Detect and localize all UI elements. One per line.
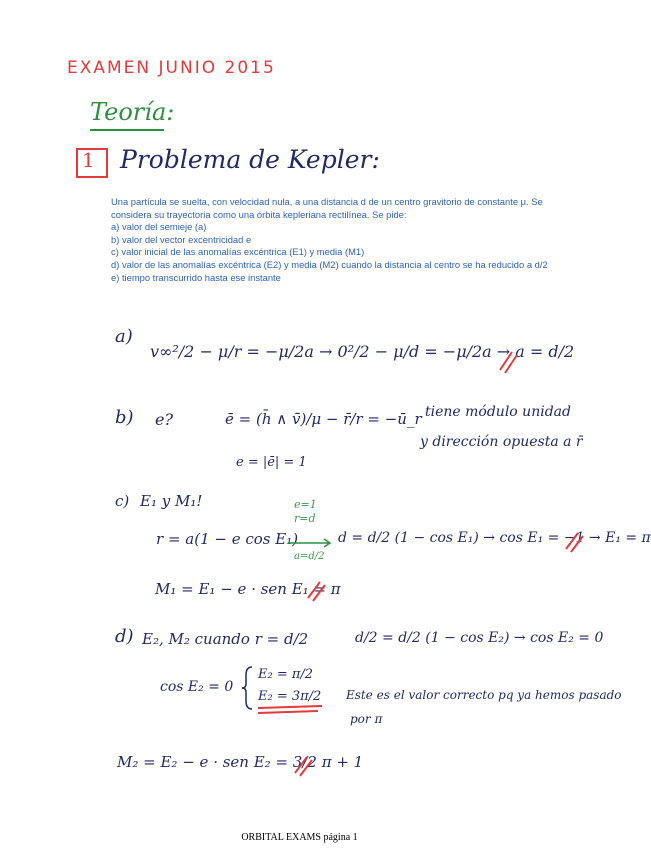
part-d-question: E₂, M₂ cuando r = d/2 — [142, 630, 309, 648]
part-d-equation-1: d/2 = d/2 (1 − cos E₂) → cos E₂ = 0 — [355, 630, 604, 646]
part-d-cos: cos E₂ = 0 — [160, 679, 234, 695]
problem-number: 1 — [82, 148, 95, 172]
part-c-equation-2: d = d/2 (1 − cos E₁) → cos E₁ = −1 → E₁ = π — [338, 530, 651, 546]
part-d-note-2: por π — [350, 712, 383, 726]
brace-icon — [242, 667, 252, 709]
section-title: Teoría: — [90, 98, 175, 126]
part-b-question: e? — [155, 410, 174, 429]
part-c-question: E₁ y M₁! — [140, 492, 203, 510]
part-b-modulus: e = |ē| = 1 — [236, 455, 307, 470]
part-d-option-2: E₂ = 3π/2 — [258, 689, 322, 704]
part-d-equation-3: M₂ = E₂ − e · sen E₂ = 3/2 π + 1 — [117, 753, 364, 771]
page-footer: ORBITAL EXAMS página 1 — [241, 832, 358, 843]
part-b-note-2: y dirección opuesta a r̄ — [420, 434, 583, 450]
statement-item-b: b) valor del vector excentricidad e — [111, 233, 252, 245]
statement-intro: Una partícula se suelta, con velocidad nula, a una distancia d de un centro gravitorio de constante μ. Se considera su trayectoria como una órbita kepleriana rectilínea. Se pide: — [111, 196, 543, 220]
underline-e2 — [258, 706, 322, 713]
check-mark-c1 — [566, 533, 583, 552]
green-arrow — [288, 539, 330, 547]
check-marks — [258, 352, 583, 776]
part-d-label: d) — [115, 626, 134, 647]
part-a-equation: v∞²/2 − μ/r = −μ/2a → 0²/2 − μ/d = −μ/2a → a = d/2 — [150, 342, 575, 361]
part-b-note-1: tiene módulo unidad — [425, 404, 571, 420]
check-mark-c2 — [308, 582, 325, 601]
part-c-given-e: e=1 — [294, 498, 317, 511]
part-c-equation-3: M₁ = E₁ − e · sen E₁ = π — [155, 580, 341, 598]
statement-item-d: d) valor de las anomalías excéntrica (E2) y media (M2) cuando la distancia al centro se ha reducido a d/2 — [111, 258, 548, 270]
problem-title: Problema de Kepler: — [120, 145, 380, 174]
green-arrow-shape — [288, 539, 330, 547]
check-mark-d — [295, 757, 312, 776]
part-c-equation-1: r = a(1 − e cos E₁) — [156, 530, 299, 548]
part-d-option-1: E₂ = π/2 — [258, 667, 314, 682]
part-a-label: a) — [115, 326, 133, 347]
part-b-label: b) — [115, 407, 134, 428]
exam-title: EXAMEN JUNIO 2015 — [67, 58, 276, 78]
part-c-label: c) — [115, 492, 130, 510]
part-d-note-1: Este es el valor correcto pq ya hemos pasado — [346, 688, 622, 702]
statement-item-c: c) valor inicial de las anomalías excéntrica (E1) y media (M1) — [111, 246, 365, 258]
part-b-equation: ē = (h̄ ∧ v̄)/μ − r̄/r = −ū_r — [225, 410, 422, 428]
part-c-given-r: r=d — [294, 512, 316, 525]
part-c-given-a: a=d/2 — [294, 551, 325, 562]
statement-item-a: a) valor del semieje (a) — [111, 221, 207, 233]
check-mark-a — [500, 352, 517, 373]
statement-item-e: e) tiempo transcurrido hasta ese instante — [111, 271, 281, 283]
